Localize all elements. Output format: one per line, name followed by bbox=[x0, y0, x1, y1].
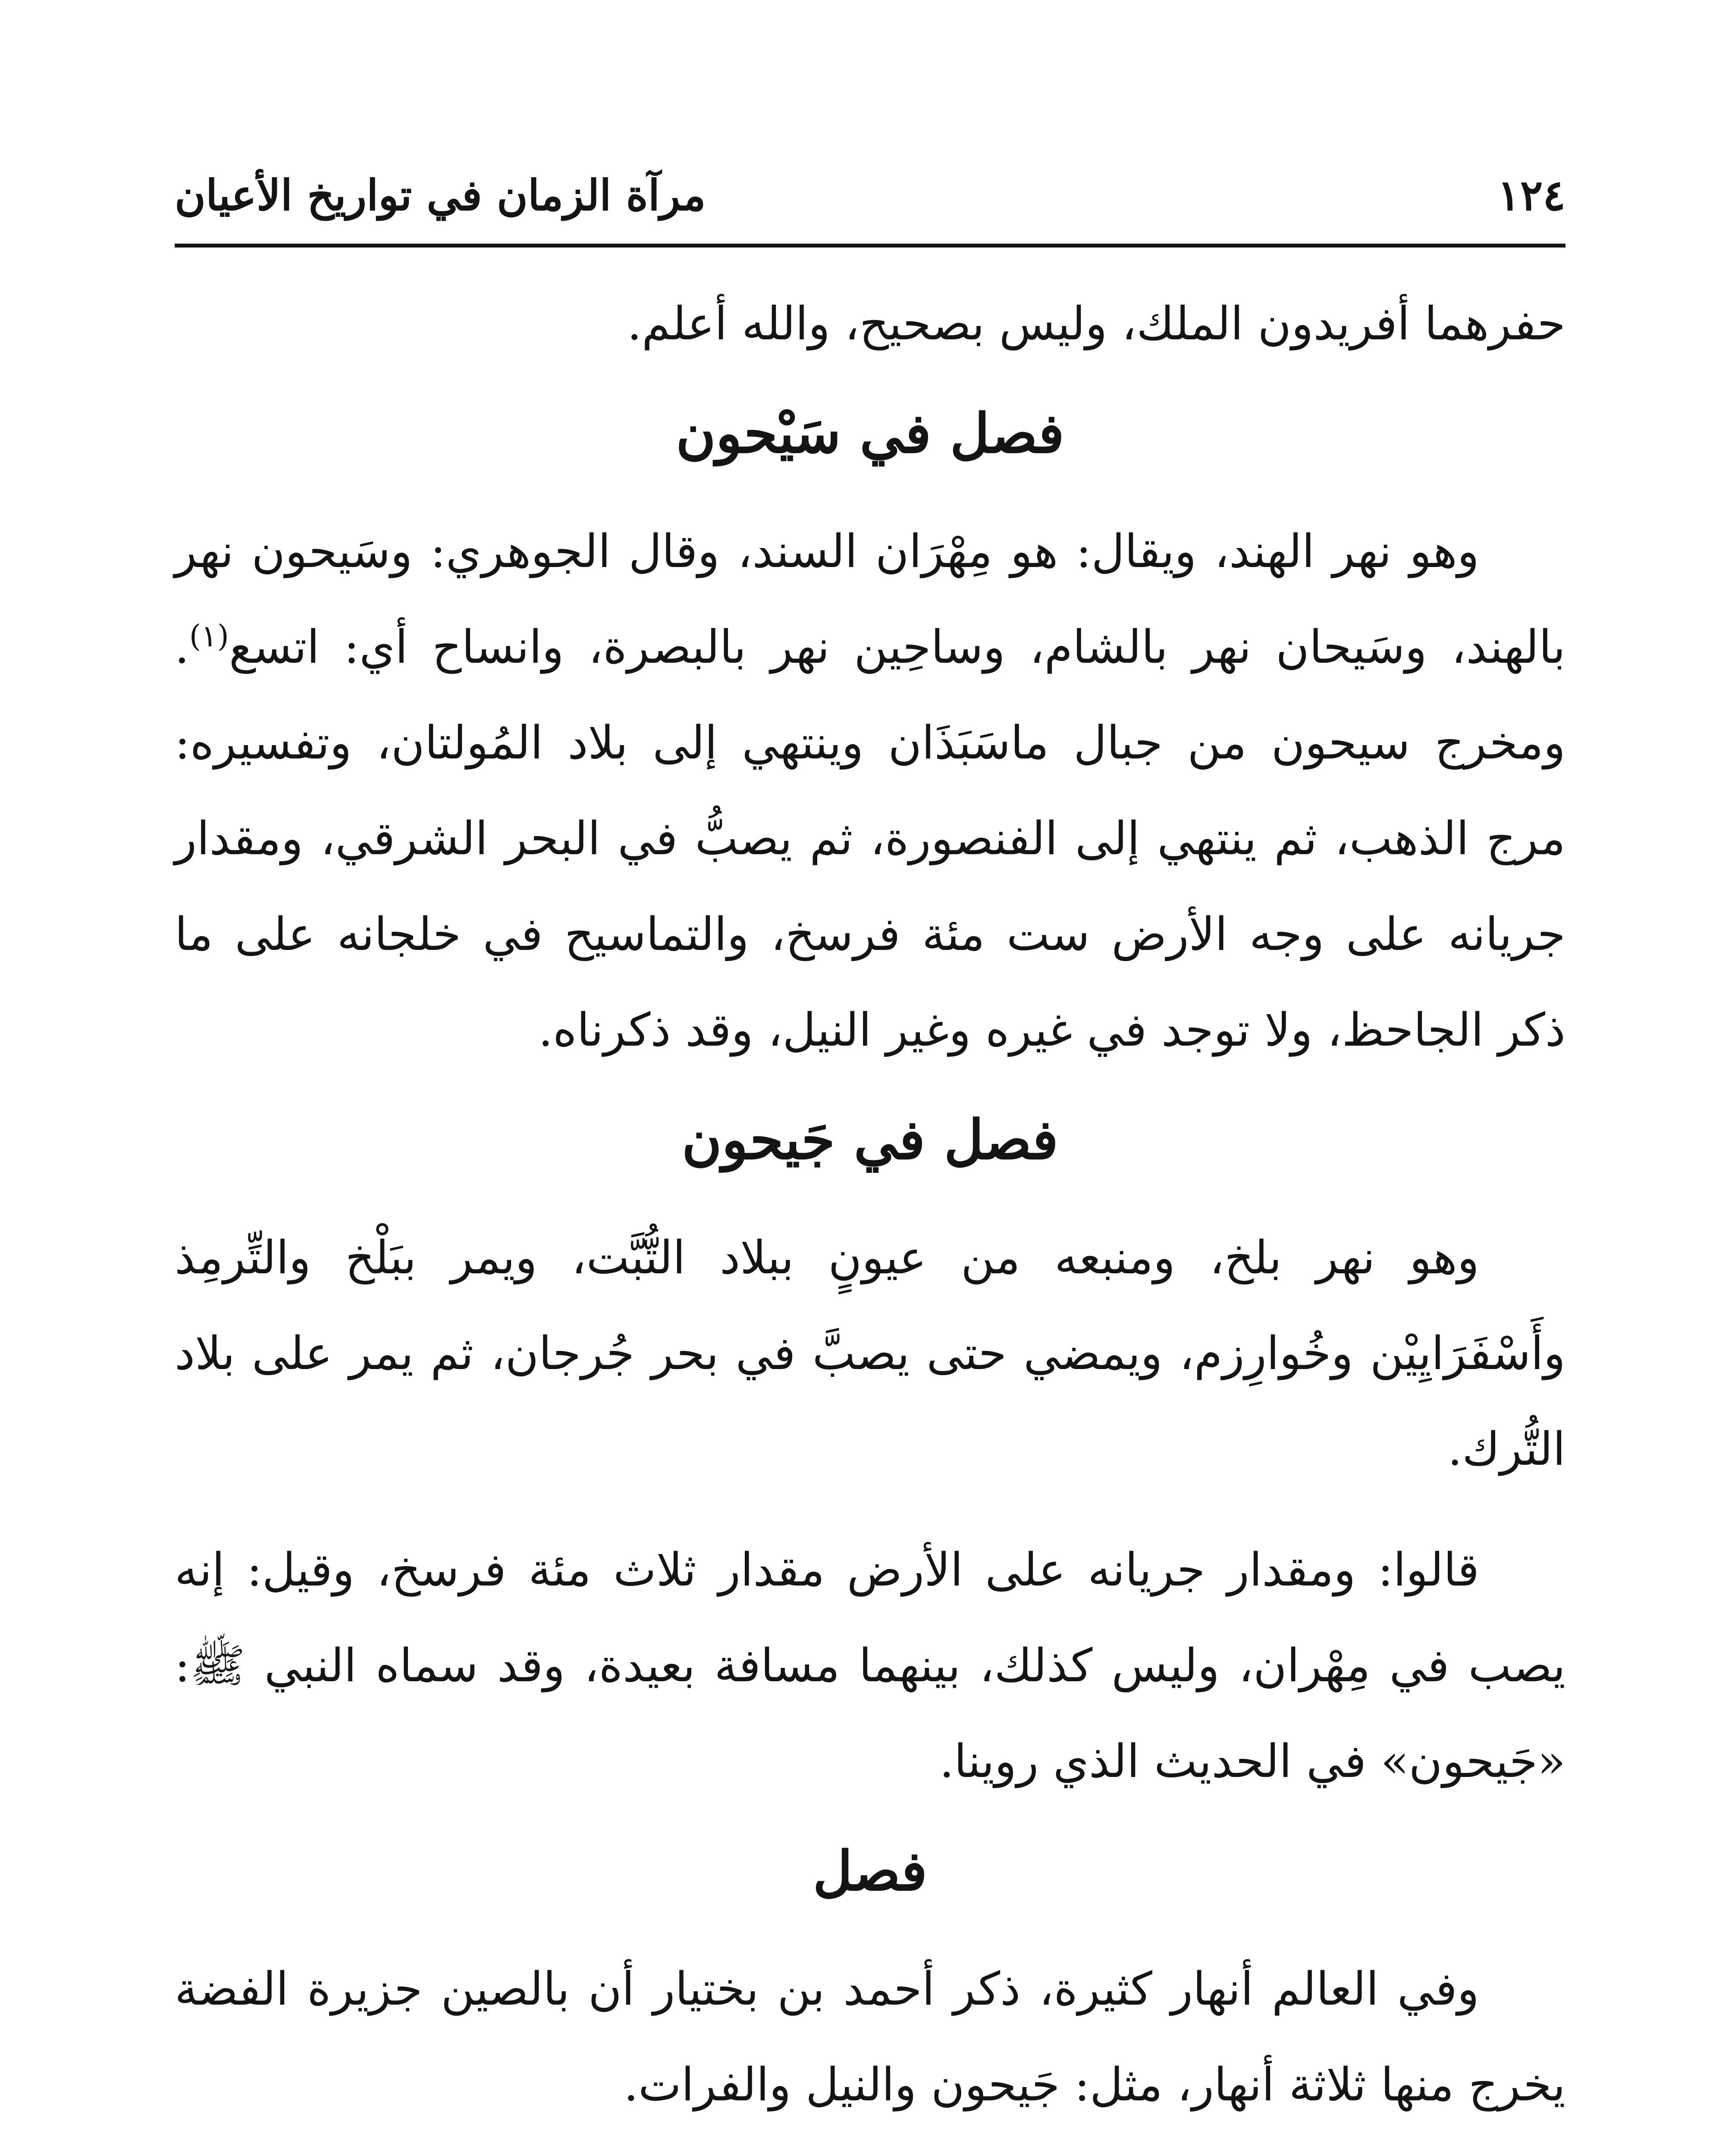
paragraph: وهو نهر بلخ، ومنبعه من عيونٍ ببلاد التُّبَّت، ويمر ببَلْخ والتِّرمِذ وأَسْفَرَايِيْن وخُوارِزم، ويمضي حتى يصبَّ في بحر جُرجان، ثم يمر على بلاد التُّرك. bbox=[175, 1231, 1566, 1476]
paragraph-text: وهو نهر الهند، ويقال: هو مِهْرَان السند، وقال الجوهري: وسَيحون نهر بالهند، وسَيحان نهر بالشام، وساحِين نهر بالبصرة، وانساح أي: اتسع bbox=[175, 525, 1566, 674]
paragraph: قالوا: ومقدار جريانه على الأرض مقدار ثلاث مئة فرسخ، وقيل: إنه يصب في مِهْران، وليس كذلك، بينهما مسافة بعيدة، وقد سماه النبي ﷺ: «جَيحون» في الحديث الذي روينا. bbox=[175, 1543, 1566, 1788]
section-heading-sayhun: فصل في سَيْحون bbox=[676, 401, 1064, 465]
footnote-reference: (١) bbox=[189, 618, 229, 654]
paragraph-sayhun bbox=[175, 504, 1566, 1078]
section-heading-jayhun: فصل في جَيحون bbox=[682, 1108, 1058, 1172]
page-header bbox=[175, 157, 1566, 248]
paragraph: حفرهما أفريدون الملك، وليس بصحيح، والله أعلم. bbox=[627, 297, 1566, 350]
paragraph-text: . ومخرج سيحون من جبال ماسَبَذَان وينتهي إلى بلاد المُولتان، وتفسيره: مرج الذهب، ثم ينتهي إلى الفنصورة، ثم يصبُّ في البحر الشرقي، ومقدار جريانه على وجه الأرض ست مئة فرسخ، والتماسيح في خلجانه على ما ذكر الجاحظ، ولا توجد في غيره وغير النيل، وقد ذكرناه. bbox=[175, 620, 1566, 1056]
main-text bbox=[175, 276, 1566, 2156]
paragraph: وفي العالم أنهار كثيرة، ذكر أحمد بن بختيار أن بالصين جزيرة الفضة يخرج منها ثلاثة أنهار، مثل: جَيحون والنيل والفرات. bbox=[175, 1962, 1566, 2111]
section-heading: فصل bbox=[813, 1839, 927, 1903]
page-number: ١٢٤ bbox=[1497, 171, 1566, 220]
running-title: مرآة الزمان في تواريخ الأعيان bbox=[175, 171, 706, 220]
